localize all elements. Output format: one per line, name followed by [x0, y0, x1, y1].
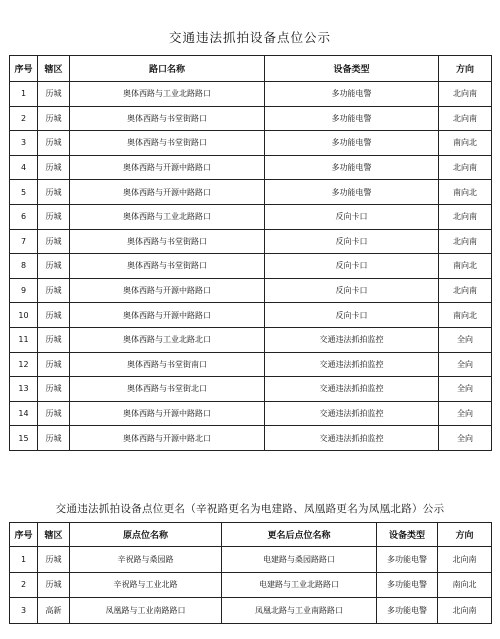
table-header-row: [10, 523, 492, 547]
table-row: [10, 180, 492, 205]
cell-device-type: 多功能电警: [265, 82, 439, 107]
cell-district: 历城: [38, 180, 70, 205]
cell-direction: 南向北: [438, 572, 492, 598]
cell-index: 1: [10, 82, 38, 107]
column-header-new-name: 更名后点位名称: [222, 523, 377, 547]
column-header-index: 序号: [10, 56, 38, 82]
cell-device-type: 反向卡口: [265, 278, 439, 303]
cell-direction: 北向南: [439, 278, 492, 303]
cell-district: 历城: [38, 82, 70, 107]
table-row: [10, 229, 492, 254]
column-header-device-type: 设备类型: [265, 56, 439, 82]
cell-direction: 北向南: [439, 82, 492, 107]
cell-device-type: 多功能电警: [377, 547, 438, 573]
cell-direction: 南向北: [439, 303, 492, 328]
column-header-district: 辖区: [38, 523, 70, 547]
cell-direction: 北向南: [439, 229, 492, 254]
cell-index: 5: [10, 180, 38, 205]
cell-intersection: 奥体西路与工业北路路口: [70, 204, 265, 229]
cell-district: 高新: [38, 598, 70, 624]
table-row: [10, 155, 492, 180]
cell-device-type: 反向卡口: [265, 229, 439, 254]
cell-device-type: 多功能电警: [265, 106, 439, 131]
cell-district: 历城: [38, 327, 70, 352]
cell-new-name: 电建路与工业北路路口: [222, 572, 377, 598]
cell-intersection: 奥体西路与开源中路路口: [70, 155, 265, 180]
cell-device-type: 多功能电警: [265, 155, 439, 180]
cell-original-name: 辛祝路与桑园路: [70, 547, 222, 573]
cell-index: 6: [10, 204, 38, 229]
cell-device-type: 多功能电警: [265, 180, 439, 205]
table-row: [10, 204, 492, 229]
cell-direction: 南向北: [439, 180, 492, 205]
cell-original-name: 辛祝路与工业北路: [70, 572, 222, 598]
cell-direction: 北向南: [439, 106, 492, 131]
cell-new-name: 凤凰北路与工业南路路口: [222, 598, 377, 624]
cell-district: 历城: [38, 106, 70, 131]
cell-district: 历城: [38, 229, 70, 254]
cell-index: 2: [10, 572, 38, 598]
table-row: [10, 547, 492, 573]
cell-device-type: 反向卡口: [265, 254, 439, 279]
cell-direction: 北向南: [439, 204, 492, 229]
cell-intersection: 奥体西路与书堂街路口: [70, 254, 265, 279]
cell-device-type: 交通违法抓拍监控: [265, 401, 439, 426]
cell-index: 9: [10, 278, 38, 303]
cell-intersection: 奥体西路与开源中路路口: [70, 401, 265, 426]
cell-intersection: 奥体西路与书堂街北口: [70, 377, 265, 402]
table-row: [10, 82, 492, 107]
device-location-table: [9, 55, 492, 451]
cell-intersection: 奥体西路与开源中路北口: [70, 426, 265, 451]
cell-district: 历城: [38, 401, 70, 426]
table-row: [10, 106, 492, 131]
cell-direction: 全向: [439, 426, 492, 451]
cell-direction: 全向: [439, 377, 492, 402]
table-row: [10, 426, 492, 451]
table-row: [10, 278, 492, 303]
table-row: [10, 254, 492, 279]
rename-section-title: 交通违法抓拍设备点位更名（辛祝路更名为电建路、凤凰路更名为凤凰北路）公示: [55, 503, 445, 515]
cell-index: 8: [10, 254, 38, 279]
cell-district: 历城: [38, 377, 70, 402]
cell-intersection: 奥体西路与书堂街路口: [70, 106, 265, 131]
table-row: [10, 377, 492, 402]
cell-district: 历城: [38, 426, 70, 451]
cell-index: 1: [10, 547, 38, 573]
cell-new-name: 电建路与桑园路路口: [222, 547, 377, 573]
table-header-row: [10, 56, 492, 82]
cell-district: 历城: [38, 155, 70, 180]
cell-index: 10: [10, 303, 38, 328]
cell-district: 历城: [38, 278, 70, 303]
cell-direction: 全向: [439, 401, 492, 426]
table-row: [10, 352, 492, 377]
cell-direction: 全向: [439, 352, 492, 377]
cell-device-type: 多功能电警: [377, 572, 438, 598]
cell-district: 历城: [38, 204, 70, 229]
cell-intersection: 奥体西路与书堂街路口: [70, 229, 265, 254]
table-row: [10, 598, 492, 624]
cell-intersection: 奥体西路与开源中路路口: [70, 303, 265, 328]
cell-intersection: 奥体西路与工业北路路口: [70, 82, 265, 107]
cell-device-type: 交通违法抓拍监控: [265, 327, 439, 352]
column-header-index: 序号: [10, 523, 38, 547]
cell-index: 4: [10, 155, 38, 180]
cell-original-name: 凤凰路与工业南路路口: [70, 598, 222, 624]
cell-district: 历城: [38, 352, 70, 377]
cell-index: 12: [10, 352, 38, 377]
cell-index: 11: [10, 327, 38, 352]
cell-device-type: 多功能电警: [265, 131, 439, 156]
cell-device-type: 多功能电警: [377, 598, 438, 624]
cell-device-type: 反向卡口: [265, 303, 439, 328]
column-header-direction: 方向: [439, 56, 492, 82]
column-header-direction: 方向: [438, 523, 492, 547]
column-header-device-type: 设备类型: [377, 523, 438, 547]
cell-device-type: 交通违法抓拍监控: [265, 377, 439, 402]
cell-direction: 北向南: [438, 598, 492, 624]
cell-index: 2: [10, 106, 38, 131]
cell-district: 历城: [38, 254, 70, 279]
cell-district: 历城: [38, 131, 70, 156]
cell-index: 3: [10, 131, 38, 156]
cell-index: 3: [10, 598, 38, 624]
table-row: [10, 327, 492, 352]
cell-district: 历城: [38, 572, 70, 598]
cell-district: 历城: [38, 303, 70, 328]
table-row: [10, 303, 492, 328]
column-header-district: 辖区: [38, 56, 70, 82]
page-title: 交通违法抓拍设备点位公示: [168, 30, 331, 45]
cell-device-type: 反向卡口: [265, 204, 439, 229]
cell-direction: 北向南: [439, 155, 492, 180]
table-row: [10, 401, 492, 426]
column-header-intersection: 路口名称: [70, 56, 265, 82]
cell-district: 历城: [38, 547, 70, 573]
column-header-original-name: 原点位名称: [70, 523, 222, 547]
cell-direction: 南向北: [439, 131, 492, 156]
cell-index: 14: [10, 401, 38, 426]
cell-device-type: 交通违法抓拍监控: [265, 426, 439, 451]
cell-direction: 全向: [439, 327, 492, 352]
cell-direction: 北向南: [438, 547, 492, 573]
table-row: [10, 131, 492, 156]
cell-intersection: 奥体西路与开源中路路口: [70, 278, 265, 303]
cell-intersection: 奥体西路与书堂街路口: [70, 131, 265, 156]
cell-index: 15: [10, 426, 38, 451]
table-row: [10, 572, 492, 598]
rename-table: [9, 522, 492, 624]
cell-direction: 南向北: [439, 254, 492, 279]
cell-index: 7: [10, 229, 38, 254]
cell-device-type: 交通违法抓拍监控: [265, 352, 439, 377]
cell-intersection: 奥体西路与开源中路路口: [70, 180, 265, 205]
cell-intersection: 奥体西路与书堂街南口: [70, 352, 265, 377]
cell-intersection: 奥体西路与工业北路北口: [70, 327, 265, 352]
cell-index: 13: [10, 377, 38, 402]
